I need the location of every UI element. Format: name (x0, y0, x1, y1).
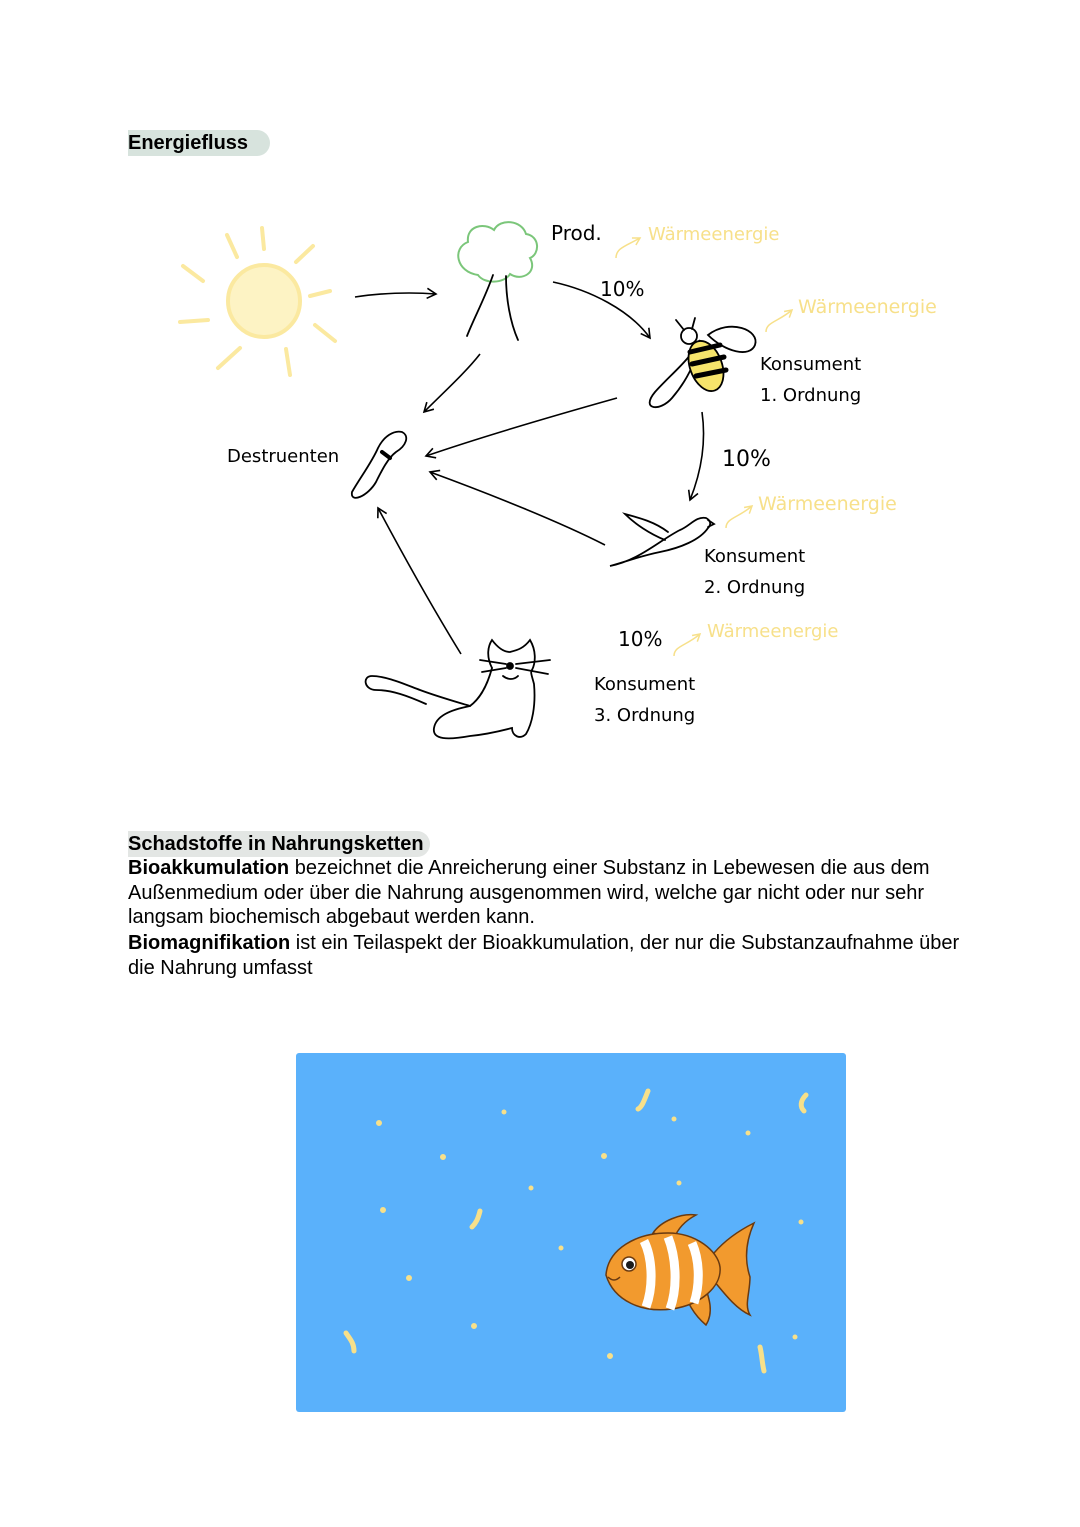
consumer1-line1: Konsument (760, 354, 862, 375)
decomposer-icon (352, 432, 406, 498)
definition-bioaccumulation: bezeichnet die Anreicherung einer Substanz in Lebewesen die aus dem Außenmedium oder über die Nahrung ausgenommen wird, welche gar nicht oder nur sehr langsam biochemisch abgebaut werden kann. (128, 857, 930, 929)
consumer1-line2: 1. Ordnung (760, 385, 862, 406)
consumer3-line1: Konsument (594, 674, 696, 695)
pollutant-particles (346, 1091, 806, 1371)
consumer2-line2: 2. Ordnung (704, 577, 806, 598)
heat-label-4: Wärmeenergie (707, 621, 839, 642)
tree-icon (458, 222, 537, 340)
producer-label: Prod. (551, 221, 602, 245)
bird-icon (610, 514, 714, 566)
definition-biomagnification: ist ein Teilaspekt der Bioakkumulation, der nur die Substanzaufnahme über die Nahrung umfasst (128, 932, 960, 979)
heat-label-2: Wärmeenergie (798, 296, 937, 318)
sun-icon (180, 228, 335, 375)
cat-icon (366, 640, 550, 738)
bee-icon (650, 318, 756, 407)
percent-label-3: 10% (618, 627, 663, 651)
flow-arrows (355, 282, 704, 654)
paragraph-biomagnification (128, 931, 968, 980)
term-biomagnification: Biomagnifikation (128, 932, 291, 954)
consumer3-line2: 3. Ordnung (594, 705, 696, 726)
decomposers-label: Destruenten (227, 446, 340, 467)
fish-icon (606, 1215, 754, 1325)
section-title-energy-flow: Energiefluss (128, 130, 270, 156)
section-title-pollutants: Schadstoffe in Nahrungsketten (128, 831, 430, 857)
consumer2-line1: Konsument (704, 546, 806, 567)
heat-label-1: Wärmeenergie (648, 224, 780, 245)
percent-label-2: 10% (722, 447, 771, 472)
percent-label-1: 10% (600, 277, 645, 301)
aquarium-illustration (296, 1053, 846, 1412)
heat-label-3: Wärmeenergie (758, 493, 897, 515)
paragraph-bioaccumulation (128, 856, 968, 930)
term-bioaccumulation: Bioakkumulation (128, 857, 290, 879)
